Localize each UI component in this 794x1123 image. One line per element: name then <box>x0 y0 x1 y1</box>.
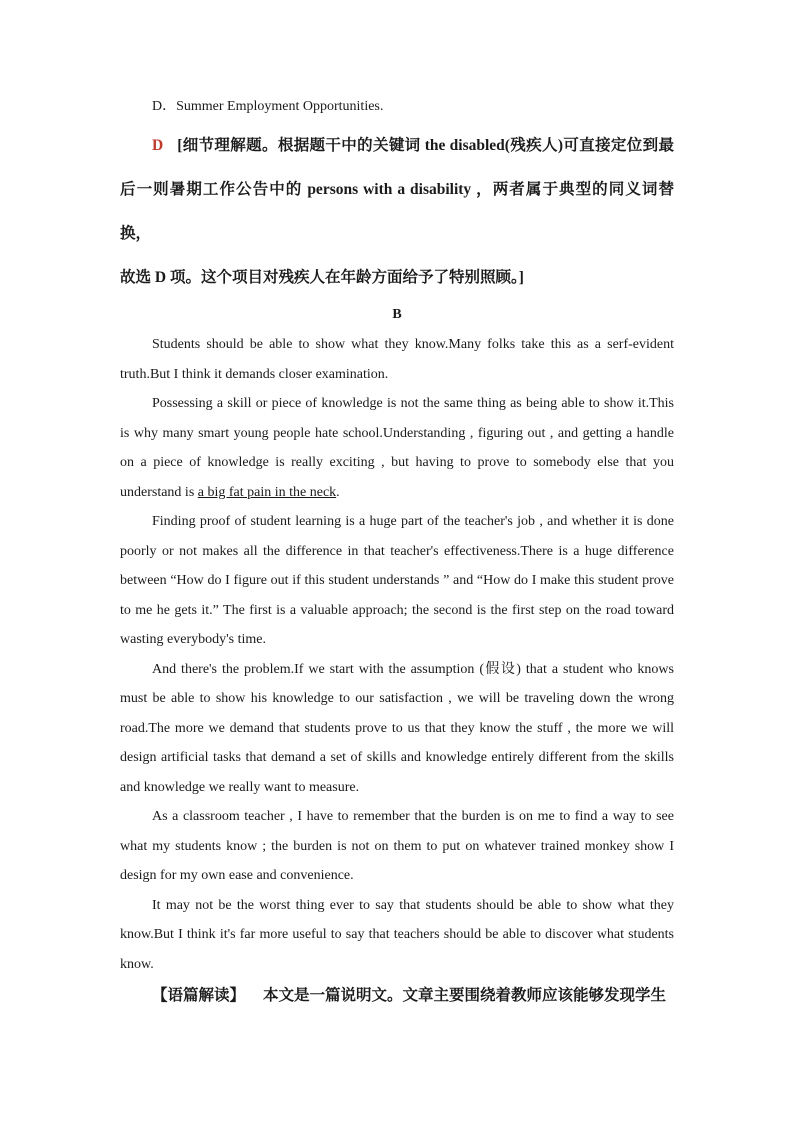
document-content <box>120 92 674 1011</box>
explanation-text: [细节理解题。根据题干中的关键词 the disabled(残疾人)可直接定位到最后一则暑期工作公告中的 persons with a disability ，两者属于典型的同义词替换， <box>120 137 674 242</box>
paragraph-2-end: . <box>336 484 340 500</box>
paragraph-5: As a classroom teacher , I have to remember that the burden is on me to find a way to see what my students know ; the burden is not on them to put on whatever trained monkey show I design for my own ease and convenience. <box>120 809 674 883</box>
underlined-phrase: a big fat pain in the neck <box>197 484 337 500</box>
answer-explanation <box>120 124 674 300</box>
explanation-tail: 故选 D 项。这个项目对残疾人在年龄方面给予了特别照顾。] <box>120 269 524 286</box>
reading-note-text: 本文是一篇说明文。文章主要围绕着教师应该能够发现学生 <box>263 987 667 1004</box>
option-d: D．Summer Employment Opportunities. <box>152 99 384 114</box>
section-label: B <box>392 307 402 322</box>
paragraph-2-text: Possessing a skill or piece of knowledge is not the same thing as being able to show it.This is why many smart young people hate school.Understanding , figuring out , and getting a handle on a piece of knowledge is really exciting , but having to prove to somebody else that you understand is <box>120 396 674 500</box>
paragraph-3: Finding proof of student learning is a huge part of the teacher's job , and whether it is done poorly or not makes all the difference in that teacher's effectiveness.There is a huge difference between “How do I figure out if this student understands ” and “How do I make this student prove to me he gets it.” The first is a valuable approach; the second is the first step on the road toward wasting everybody's time. <box>120 514 674 647</box>
reading-note-tag: 【语篇解读】 <box>152 987 246 1004</box>
paragraph-2 <box>120 389 674 507</box>
paragraph-1: Students should be able to show what they know.Many folks take this as a serf-evident truth.But I think it demands closer examination. <box>120 337 674 382</box>
reading-note <box>152 981 674 1011</box>
paragraph-6: It may not be the worst thing ever to say that students should be able to show what they know.But I think it's far more useful to say that teachers should be able to discover what students know. <box>120 897 674 972</box>
paragraph-4: And there's the problem.If we start with the assumption (假设) that a student who knows must be able to show his knowledge to our satisfaction , we will be traveling down the wrong road.The more we demand that students prove to us that they know the stuff , the more we will design artificial tasks that demand a set of skills and knowledge entirely different from the skills and knowledge we really want to measure. <box>120 661 674 795</box>
answer-key: D <box>152 137 164 154</box>
